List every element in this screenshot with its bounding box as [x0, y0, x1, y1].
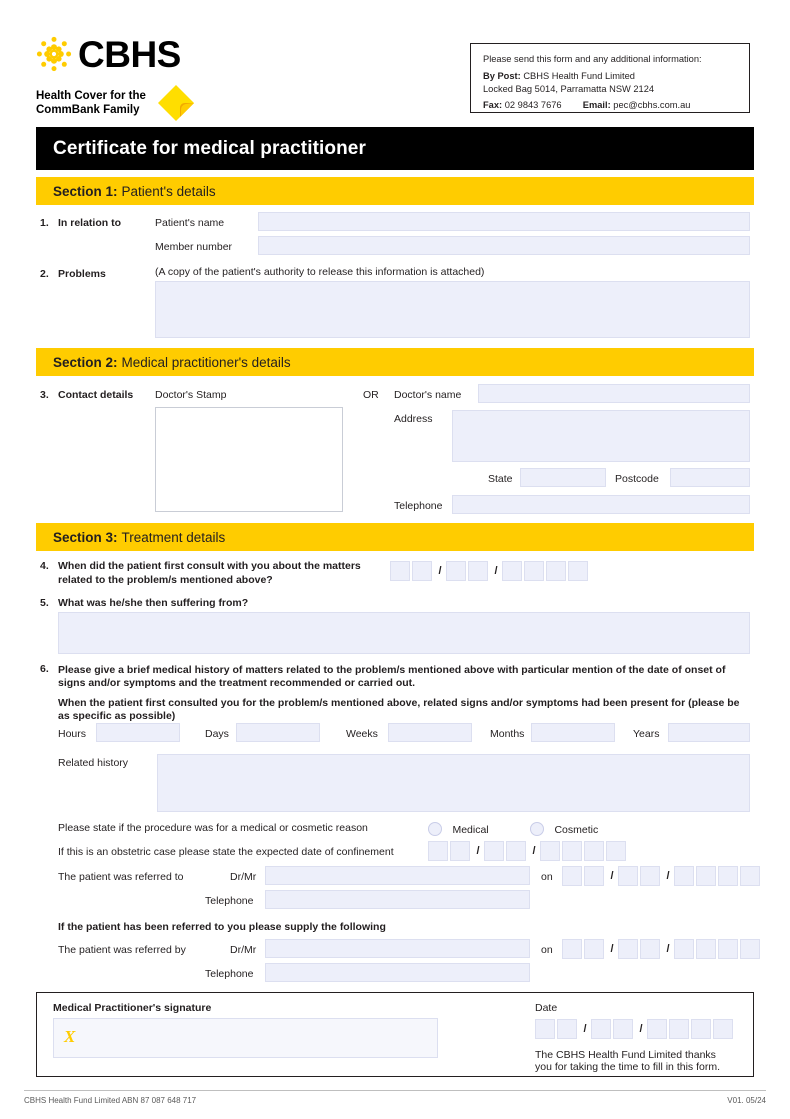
duration-months-input[interactable]	[531, 723, 615, 742]
footer-divider	[24, 1090, 766, 1091]
date-cell[interactable]	[502, 561, 522, 581]
question-5-number: 5.	[40, 597, 49, 609]
question-4-line-1: When did the patient first consult with you about the matters	[58, 560, 361, 572]
related-history-label: Related history	[58, 757, 129, 769]
procedure-option-cosmetic-label: Cosmetic	[554, 824, 599, 836]
question-6-line-1: Please give a brief medical history of matters related to the problem/s mentioned above with particular mention of the date of onset of	[58, 664, 726, 676]
date-cell[interactable]	[535, 1019, 555, 1039]
section-2-name: Medical practitioner's details	[121, 354, 291, 370]
date-separator: /	[494, 565, 498, 577]
question-3-label: Contact details	[58, 389, 134, 401]
date-cell[interactable]	[468, 561, 488, 581]
date-cell[interactable]	[713, 1019, 733, 1039]
referred-to-telephone-label: Telephone	[205, 895, 254, 907]
signature-input[interactable]	[53, 1018, 438, 1058]
date-cell[interactable]	[591, 1019, 611, 1039]
date-cell[interactable]	[562, 866, 582, 886]
question-5-text: What was he/she then suffering from?	[58, 597, 249, 609]
question-4-number: 4.	[40, 560, 49, 572]
question-2-label: Problems	[58, 268, 106, 280]
radio-icon-cosmetic[interactable]	[530, 822, 544, 836]
date-cell[interactable]	[506, 841, 526, 861]
mail-post-label: By Post:	[483, 70, 521, 81]
address-textarea[interactable]	[452, 410, 750, 462]
date-cell[interactable]	[428, 841, 448, 861]
referred-to-telephone-input[interactable]	[265, 890, 530, 909]
date-cell[interactable]	[568, 561, 588, 581]
date-cell[interactable]	[450, 841, 470, 861]
question-6-line-4: as specific as possible)	[58, 710, 176, 722]
tagline-line-1: Health Cover for the	[36, 89, 146, 102]
mail-email-label: Email:	[582, 100, 611, 111]
member-number-label: Member number	[155, 241, 233, 253]
question-6-number: 6.	[40, 663, 49, 675]
date-cell[interactable]	[647, 1019, 667, 1039]
mail-post-line2: Locked Bag 5014, Parramatta NSW 2124	[483, 83, 655, 94]
date-cell[interactable]	[412, 561, 432, 581]
signature-panel	[36, 992, 754, 1077]
signature-date-label: Date	[535, 1002, 558, 1014]
doctor-name-label: Doctor's name	[394, 389, 462, 401]
related-history-textarea[interactable]	[157, 754, 750, 812]
question-6-line-3: When the patient first consulted you for the problem/s mentioned above, related signs and/or symptoms had been present for (please be	[58, 697, 740, 709]
doctors-stamp-label: Doctor's Stamp	[155, 389, 227, 401]
form-title-bar	[36, 127, 754, 170]
referred-by-on-label: on	[541, 944, 553, 956]
brand-wordmark: CBHS	[78, 33, 181, 75]
doctor-name-input[interactable]	[478, 384, 750, 403]
mail-fax-value: 02 9843 7676	[504, 100, 562, 111]
procedure-reason-question: Please state if the procedure was for a medical or cosmetic reason	[58, 822, 368, 834]
question-3-number: 3.	[40, 389, 49, 401]
duration-days-label: Days	[205, 728, 229, 740]
cbhs-logo	[36, 33, 266, 123]
date-cell[interactable]	[618, 866, 638, 886]
date-cell[interactable]	[640, 939, 660, 959]
date-cell[interactable]	[674, 939, 694, 959]
question-4-date-input[interactable]	[390, 561, 590, 581]
patient-name-input[interactable]	[258, 212, 750, 231]
problems-note: (A copy of the patient's authority to release this information is attached)	[155, 266, 485, 278]
mail-post-row	[483, 70, 739, 83]
date-separator: /	[639, 1023, 643, 1035]
radio-icon-medical[interactable]	[428, 822, 442, 836]
section-2-number: Section 2:	[53, 354, 118, 370]
question-2-number: 2.	[40, 268, 49, 280]
date-cell[interactable]	[546, 561, 566, 581]
problems-textarea[interactable]	[155, 281, 750, 338]
obstetric-date-input[interactable]	[428, 841, 628, 861]
duration-weeks-input[interactable]	[388, 723, 472, 742]
address-label: Address	[394, 413, 433, 425]
date-cell[interactable]	[674, 866, 694, 886]
date-cell[interactable]	[584, 841, 604, 861]
mailing-instructions-box	[470, 43, 750, 113]
section-header-3	[36, 523, 754, 551]
date-cell[interactable]	[640, 866, 660, 886]
member-number-input[interactable]	[258, 236, 750, 255]
date-separator: /	[610, 943, 614, 955]
date-separator: /	[666, 870, 670, 882]
date-cell[interactable]	[669, 1019, 689, 1039]
date-cell[interactable]	[740, 866, 760, 886]
mail-post-value: CBHS Health Fund Limited	[523, 70, 635, 81]
procedure-option-medical[interactable]	[428, 820, 489, 838]
page-title: Certificate for medical practitioner	[53, 137, 366, 159]
signature-x-mark: X	[64, 1027, 76, 1046]
date-cell[interactable]	[562, 939, 582, 959]
footer-version: V01. 05/24	[727, 1096, 766, 1105]
referred-to-drmr-label: Dr/Mr	[230, 871, 257, 883]
question-1-number: 1.	[40, 217, 49, 229]
patient-name-label: Patient's name	[155, 217, 225, 229]
section-3-number: Section 3:	[53, 529, 118, 545]
doctor-telephone-label: Telephone	[394, 500, 443, 512]
referred-by-drmr-label: Dr/Mr	[230, 944, 257, 956]
obstetric-question: If this is an obstetric case please state the expected date of confinement	[58, 846, 394, 858]
date-cell[interactable]	[718, 866, 738, 886]
date-separator: /	[532, 845, 536, 857]
question-4-text	[58, 559, 388, 587]
brand-tagline	[36, 89, 148, 117]
date-cell[interactable]	[446, 561, 466, 581]
footer-abn: CBHS Health Fund Limited ABN 87 087 648 717	[24, 1096, 197, 1105]
mail-contact-row	[483, 99, 739, 112]
referred-by-label: The patient was referred by	[58, 944, 186, 956]
doctors-stamp-box[interactable]	[155, 407, 343, 512]
date-cell[interactable]	[606, 841, 626, 861]
date-cell[interactable]	[557, 1019, 577, 1039]
date-cell[interactable]	[584, 939, 604, 959]
referred-by-telephone-input[interactable]	[265, 963, 530, 982]
section-1-name: Patient's details	[121, 183, 216, 199]
or-label: OR	[363, 389, 379, 401]
date-cell[interactable]	[540, 841, 560, 861]
date-cell[interactable]	[562, 841, 582, 861]
referred-note: If the patient has been referred to you please supply the following	[58, 921, 386, 933]
question-6-line-2: signs and/or symptoms and the treatment recommended or carried out.	[58, 677, 416, 689]
doctor-telephone-input[interactable]	[452, 495, 750, 514]
duration-weeks-label: Weeks	[346, 728, 378, 740]
duration-years-input[interactable]	[668, 723, 750, 742]
tagline-line-2: CommBank Family	[36, 104, 140, 116]
section-1-number: Section 1:	[53, 183, 118, 199]
referred-to-name-input[interactable]	[265, 866, 530, 885]
date-separator: /	[666, 943, 670, 955]
date-separator: /	[583, 1023, 587, 1035]
page-header	[0, 0, 790, 122]
date-separator: /	[476, 845, 480, 857]
date-cell[interactable]	[718, 939, 738, 959]
question-4-line-2: related to the problem/s mentioned above?	[58, 574, 273, 587]
procedure-option-medical-label: Medical	[452, 824, 489, 836]
date-cell[interactable]	[584, 866, 604, 886]
referred-to-date-input[interactable]	[562, 866, 762, 886]
referred-to-on-label: on	[541, 871, 553, 883]
date-cell[interactable]	[618, 939, 638, 959]
duration-hours-label: Hours	[58, 728, 87, 740]
mail-fax-label: Fax:	[483, 100, 503, 111]
date-cell[interactable]	[524, 561, 544, 581]
section-3-name: Treatment details	[121, 529, 226, 545]
date-cell[interactable]	[696, 939, 716, 959]
referred-to-label: The patient was referred to	[58, 871, 184, 883]
date-cell[interactable]	[613, 1019, 633, 1039]
commbank-diamond-icon	[148, 83, 200, 123]
date-cell[interactable]	[390, 561, 410, 581]
question-1-label: In relation to	[58, 217, 121, 229]
date-separator: /	[438, 565, 442, 577]
postcode-input[interactable]	[670, 468, 750, 487]
question-5-textarea[interactable]	[58, 612, 750, 654]
postcode-label: Postcode	[615, 473, 659, 485]
date-cell[interactable]	[740, 939, 760, 959]
date-cell[interactable]	[484, 841, 504, 861]
section-header-1	[36, 177, 754, 205]
state-label: State	[488, 473, 513, 485]
referred-by-date-input[interactable]	[562, 939, 762, 959]
date-cell[interactable]	[691, 1019, 711, 1039]
date-separator: /	[610, 870, 614, 882]
mail-intro: Please send this form and any additional information:	[483, 54, 702, 64]
section-header-2	[36, 348, 754, 376]
state-input[interactable]	[520, 468, 606, 487]
referred-by-telephone-label: Telephone	[205, 968, 254, 980]
date-cell[interactable]	[696, 866, 716, 886]
sun-flower-icon	[36, 36, 72, 72]
duration-months-label: Months	[490, 728, 525, 740]
thanks-line-1: The CBHS Health Fund Limited thanks	[535, 1049, 716, 1061]
duration-years-label: Years	[633, 728, 660, 740]
thanks-line-2: you for taking the time to fill in this form.	[535, 1061, 720, 1073]
mail-email-value: pec@cbhs.com.au	[613, 100, 691, 111]
duration-days-input[interactable]	[236, 723, 320, 742]
procedure-option-cosmetic[interactable]	[530, 820, 598, 838]
referred-by-name-input[interactable]	[265, 939, 530, 958]
signature-date-input[interactable]	[535, 1019, 735, 1039]
duration-hours-input[interactable]	[96, 723, 180, 742]
signature-label: Medical Practitioner's signature	[53, 1002, 212, 1014]
